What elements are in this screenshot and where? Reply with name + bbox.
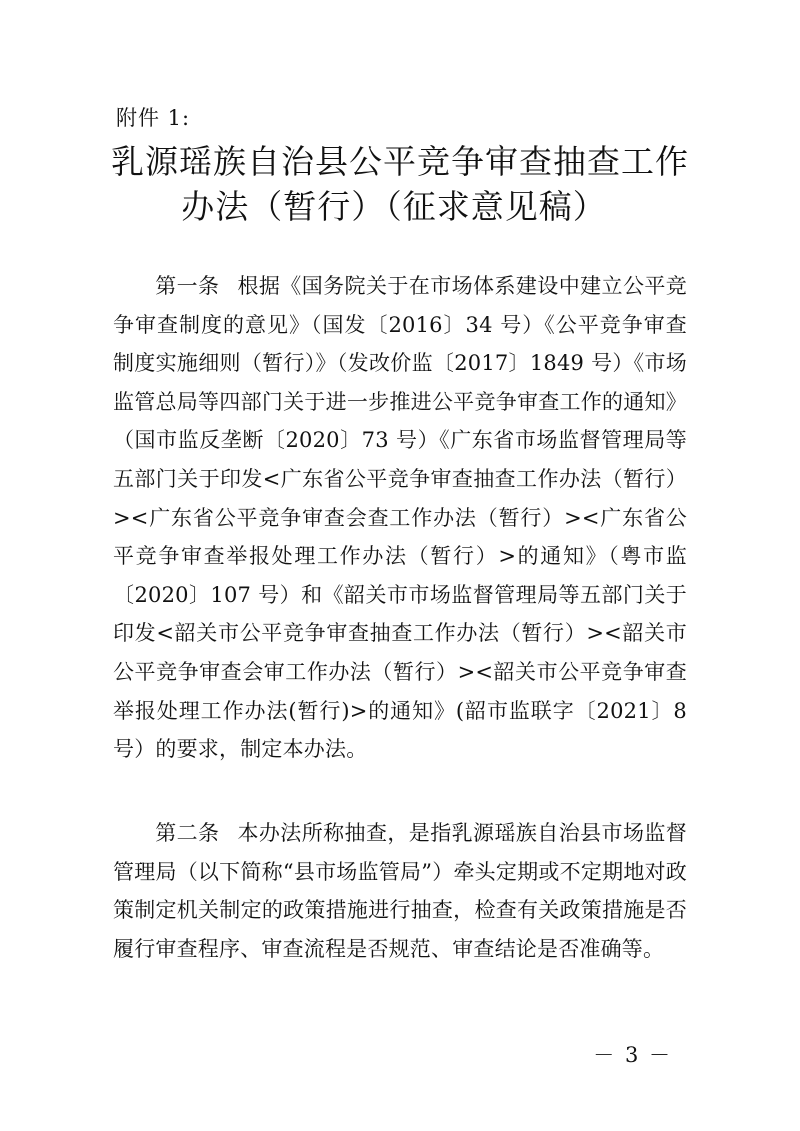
article-1-text: 根据《国务院关于在市场体系建设中建立公平竞争审查制度的意见》（国发〔2016〕34 号）《公平竞争审查制度实施细则（暂行）》（发改价监〔2017〕1849 号）《市场监管总局等四部门关于进一步推进公平竞争审查工作的通知》（国市监反垄断〔2020〕73 号）《广东省市场监督管理局等五部门关于印发<广东省公平竞争审查抽查工作办法（暂行）><广东省公平竞争审查会查工作办法（暂行）><广东省公平竞争审查举报处理工作办法（暂行）>的通知》（粤市监〔2020〕107 号）和《韶关市市场监督管理局等五部门关于印发<韶关市公平竞争审查抽查工作办法（暂行）><韶关市公平竞争审查会审工作办法（暂行）><韶关市公平竞争审查举报处理工作办法(暂行)>的通知》(韶市监联字〔2021〕8 号）的要求，制定本办法。 [113, 274, 687, 762]
article-2 [113, 814, 687, 968]
article-1 [113, 267, 687, 769]
article-1-label: 第一条 [155, 274, 220, 298]
attachment-label: 附件 1: [116, 106, 191, 130]
document-title-line-2: 办法（暂行）（征求意见稿） [181, 187, 607, 226]
article-2-text: 本办法所称抽查，是指乳源瑶族自治县市场监督管理局（以下简称“县市场监管局”）牵头定期或不定期地对政策制定机关制定的政策措施进行抽查，检查有关政策措施是否履行审查程序、审查流程是否规范、审查结论是否准确等。 [113, 821, 687, 961]
page-number: － 3 － [593, 1043, 672, 1067]
article-2-label: 第二条 [155, 821, 220, 845]
document-title-line-1: 乳源瑶族自治县公平竞争审查抽查工作 [111, 142, 689, 181]
